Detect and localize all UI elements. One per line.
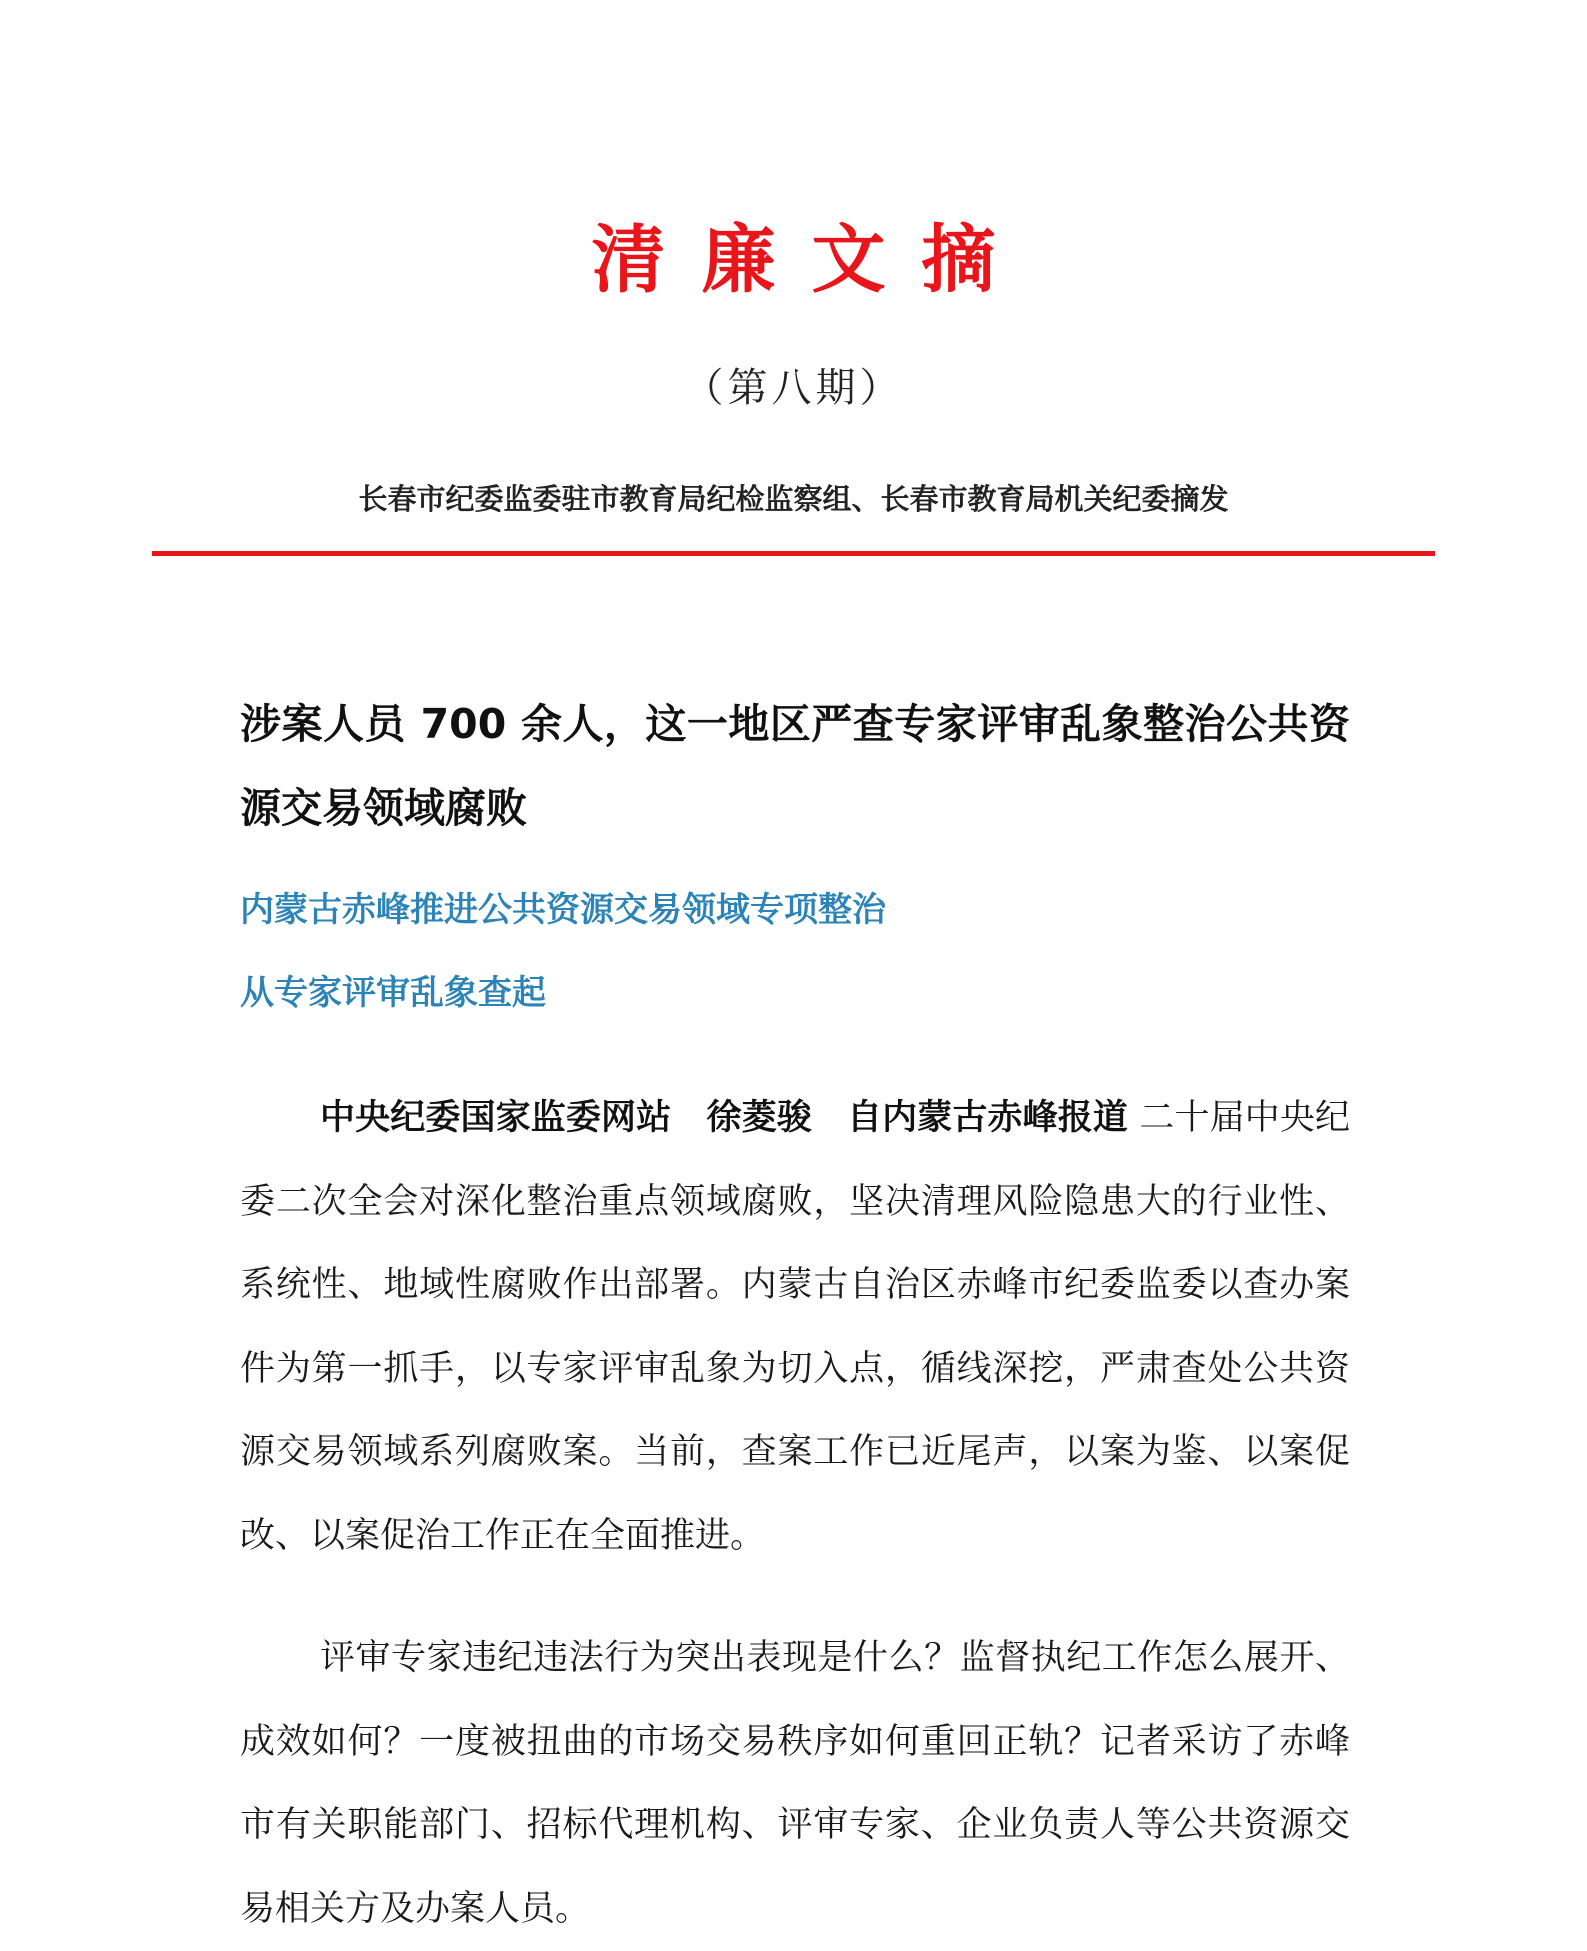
article-paragraph: [240, 1617, 1350, 1951]
publisher-line: 长春市纪委监委驻市教育局纪检监察组、长春市教育局机关纪委摘发: [358, 482, 1229, 516]
article-subhead: 从专家评审乱象查起: [240, 973, 546, 1013]
paragraph-text: 二十届中央纪委二次全会对深化整治重点领域腐败，坚决清理风险隐患大的行业性、系统性、地域性腐败作出部署。内蒙古自治区赤峰市纪委监委以查办案件为第一抓手，以专家评审乱象为切入点，循线深挖，严肃查处公共资源交易领域系列腐败案。当前，查案工作已近尾声，以案为鉴、以案促改、以案促治工作正在全面推进。: [240, 1098, 1350, 1556]
byline: 中央纪委国家监委网站 徐菱骏 自内蒙古赤峰报道: [320, 1098, 1129, 1138]
issue-number: （第八期）: [683, 365, 904, 411]
article-headline: 涉案人员 700 余人，这一地区严查专家评审乱象整治公共资源交易领域腐败: [240, 700, 1350, 832]
red-divider: [152, 551, 1435, 556]
article-paragraph: [240, 1077, 1350, 1578]
masthead-title: 清廉文摘: [591, 217, 1032, 303]
paragraph-text: 评审专家违纪违法行为突出表现是什么？监督执纪工作怎么展开、成效如何？一度被扭曲的市场交易秩序如何重回正轨？记者采访了赤峰市有关职能部门、招标代理机构、评审专家、企业负责人等公共资源交易相关方及办案人员。: [240, 1638, 1350, 1929]
article-subhead: 内蒙古赤峰推进公共资源交易领域专项整治: [240, 890, 886, 930]
